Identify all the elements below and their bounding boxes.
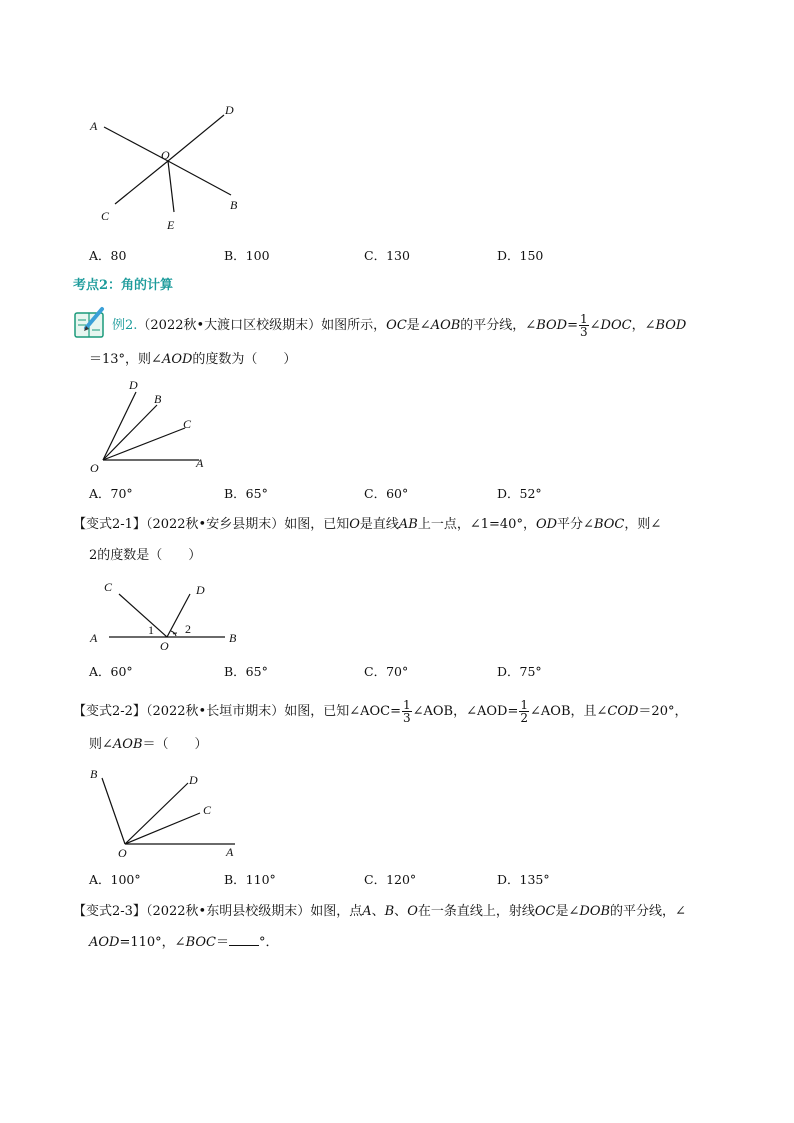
q1-diagram [85,98,255,238]
v22-option-b: B．110° [224,872,276,887]
ray-oe [168,161,174,212]
label-o: O [118,846,127,860]
ex2-line1: 例2.（2022秋•大渡口区校级期末）如图所示，OC是∠AOB的平分线，∠BOD= $\frac{1}{3}$ ∠DOC，∠BOD [112,312,687,339]
v21-option-b: B．65° [224,664,268,679]
answer-blank[interactable] [229,933,259,946]
label-o: O [161,148,170,162]
ray-oc [125,813,200,844]
label-1: 1 [148,623,154,637]
v22-option-d: D．135° [497,872,550,887]
v21-label: 【变式2-1】 [73,517,146,532]
label-d: D [225,103,234,117]
v22-fraction-1: $\frac{1}{3}$ [402,698,411,725]
v21-line2: 2的度数是（ ） [89,548,202,563]
v22-fraction-2: $\frac{1}{2}$ [520,698,528,725]
ray-oc [119,594,167,637]
label-b: B [154,392,162,406]
notebook-pencil-icon [72,304,108,340]
ex2-label: 例2. [112,318,138,333]
label-e: E [167,218,175,232]
v22-label: 【变式2-2】 [73,704,146,719]
label-b: B [229,631,237,645]
v22-line1: 【变式2-2】（2022秋•长垣市期末）如图，已知∠AOC= $\frac{1}{3}$ ∠AOB，∠AOD= $\frac{1}{2}$ ∠AOB，且∠COD＝20°， [73,698,688,725]
label-d: D [196,583,205,597]
ex2-option-a: A．70° [89,486,133,501]
ray-ob [102,778,125,844]
ray-ob [103,405,157,460]
v21-option-d: D．75° [497,664,542,679]
label-c: C [203,803,212,817]
v23-label: 【变式2-3】 [73,904,146,919]
ray-oc [103,428,185,460]
label-c: C [104,580,113,594]
ray-od [168,115,224,161]
label-o: O [160,639,169,653]
label-d: D [129,378,138,392]
label-a: A [226,845,234,859]
q1-option-b: B．100 [224,248,270,263]
ray-oc [115,161,168,204]
ray-oa [104,127,168,161]
v22-option-c: C．120° [364,872,417,887]
label-2: 2 [185,622,191,636]
q1-option-a: A．80 [89,248,127,263]
ex2-option-d: D．52° [497,486,542,501]
label-o: O [90,461,99,474]
v22-option-a: A．100° [89,872,141,887]
label-d: D [189,773,198,787]
ex2-fraction: $\frac{1}{3}$ [579,312,588,339]
label-a: A [196,456,204,470]
q1-option-c: C．130 [364,248,410,263]
label-a: A [90,631,98,645]
section-title: 考点2：角的计算 [73,278,174,293]
q1-option-d: D．150 [497,248,544,263]
ex2-line2: ＝13°，则∠AOD的度数为（ ） [89,352,297,367]
ex2-option-c: C．60° [364,486,409,501]
v21-option-c: C．70° [364,664,409,679]
ex2-option-b: B．65° [224,486,268,501]
label-c: C [183,417,192,431]
ray-od [125,783,188,844]
v22-line2: 则∠AOB＝（ ） [89,737,208,752]
v21-line1: 【变式2-1】（2022秋•安乡县期末）如图，已知O是直线AB上一点，∠1=40°，OD平分∠BOC，则∠ [73,517,662,532]
v21-diagram [85,574,255,654]
label-a: A [90,119,98,133]
ex2-diagram [85,374,225,474]
v21-option-a: A．60° [89,664,133,679]
ray-od [103,392,136,460]
label-b: B [230,198,238,212]
label-c: C [101,209,110,223]
v23-line1: 【变式2-3】（2022秋•东明县校级期末）如图，点A、B、O在一条直线上，射线OC是∠DOB的平分线，∠ [73,904,686,919]
v22-diagram [85,762,255,862]
v23-line2: AOD=110°，∠BOC＝ °． [89,935,279,950]
ray-ob [168,161,231,195]
label-b: B [90,767,98,781]
